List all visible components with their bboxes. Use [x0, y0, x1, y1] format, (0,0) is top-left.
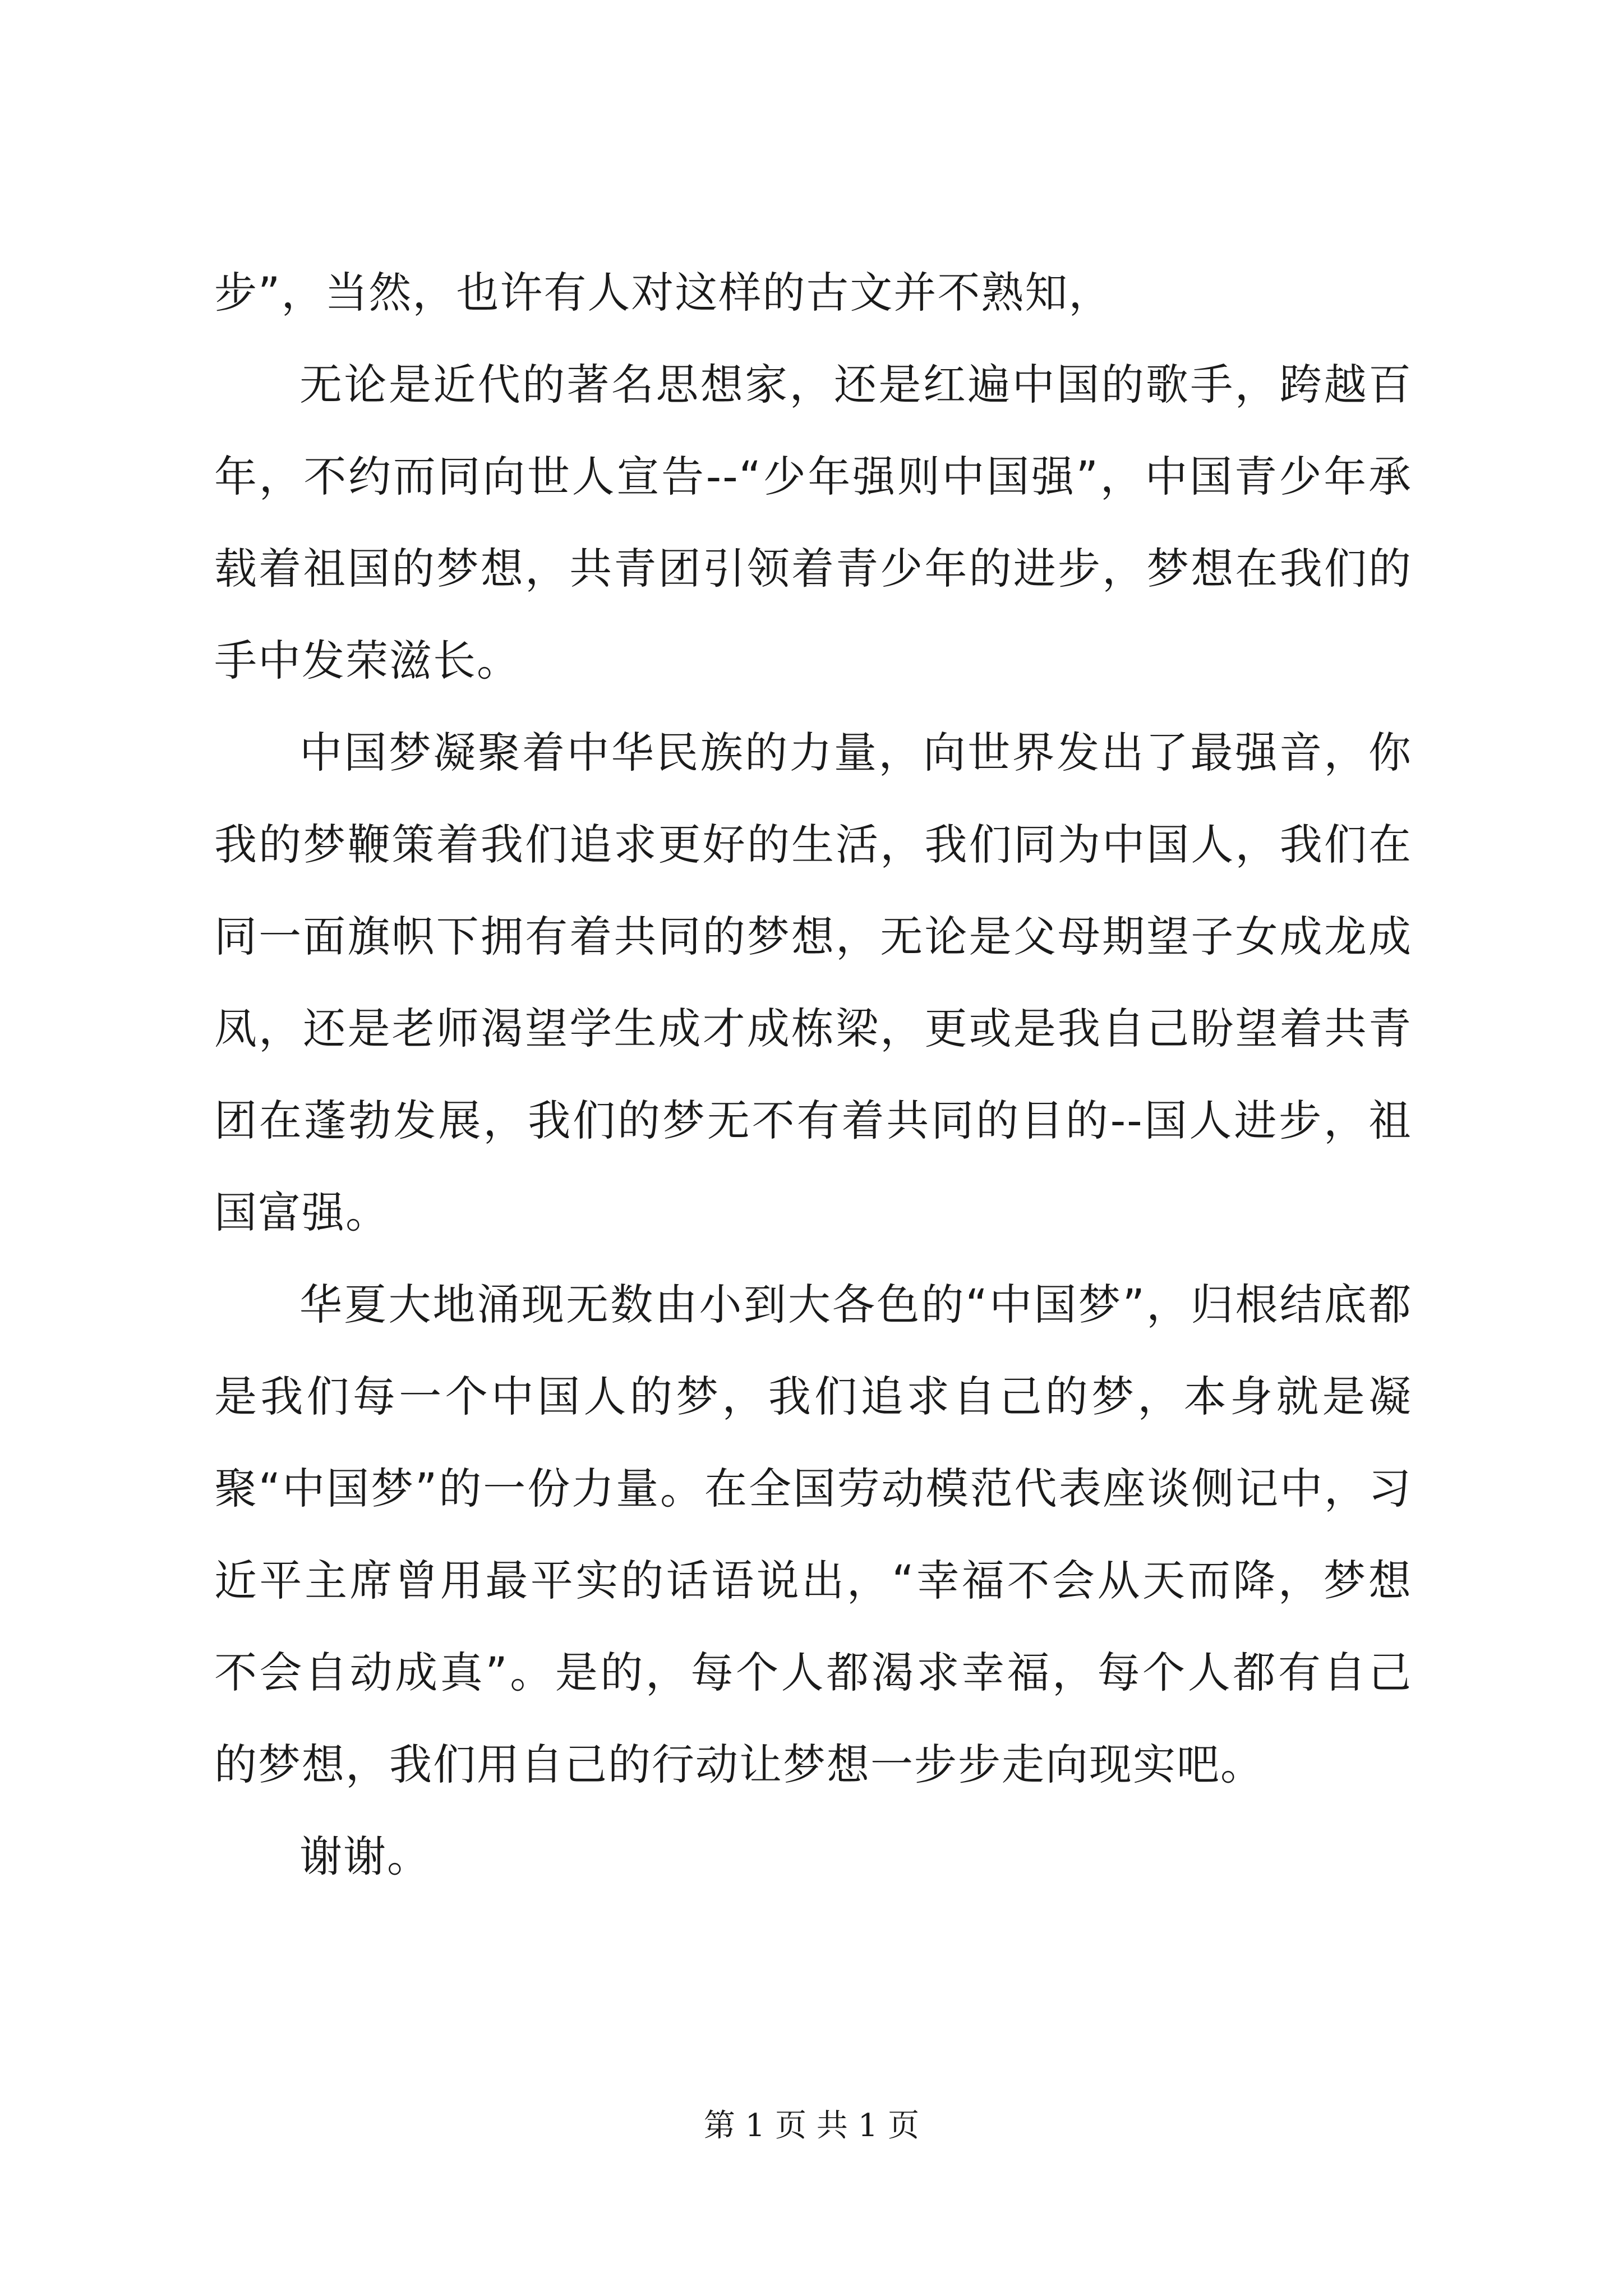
paragraph-every-person-dream: 华夏大地涌现无数由小到大各色的“中国梦”，归根结底都是我们每一个中国人的梦，我们追求自己的梦，本身就是凝聚“中国梦”的一份力量。在全国劳动模范代表座谈侧记中，习近平主席曾用最平实的话语说出，“幸福不会从天而降，梦想不会自动成真”。是的，每个人都渴求幸福，每个人都有自己的梦想，我们用自己的行动让梦想一步步走向现实吧。: [214, 1280, 1412, 1789]
paragraph-thanks: 谢谢。: [299, 1832, 431, 1881]
paragraph-youth: 无论是近代的著名思想家，还是红遍中国的歌手，跨越百年，不约而同向世人宣告--“少年强则中国强”，中国青少年承载着祖国的梦想，共青团引领着青少年的进步，梦想在我们的手中发荣滋长。: [214, 360, 1412, 685]
document-body: [214, 247, 1412, 1903]
paragraph-continuation: 步”，当然，也许有人对这样的古文并不熟知，: [214, 268, 1113, 318]
paragraph-chinese-dream: 中国梦凝聚着中华民族的力量，向世界发出了最强音，你我的梦鞭策着我们追求更好的生活，我们同为中国人，我们在同一面旗帜下拥有着共同的梦想，无论是父母期望子女成龙成凤，还是老师渴望学生成才成栋梁，更或是我自己盼望着共青团在蓬勃发展，我们的梦无不有着共同的目的--国人进步，祖国富强。: [214, 728, 1412, 1237]
page-number-footer: 第 1 页 共 1 页: [703, 2108, 920, 2144]
